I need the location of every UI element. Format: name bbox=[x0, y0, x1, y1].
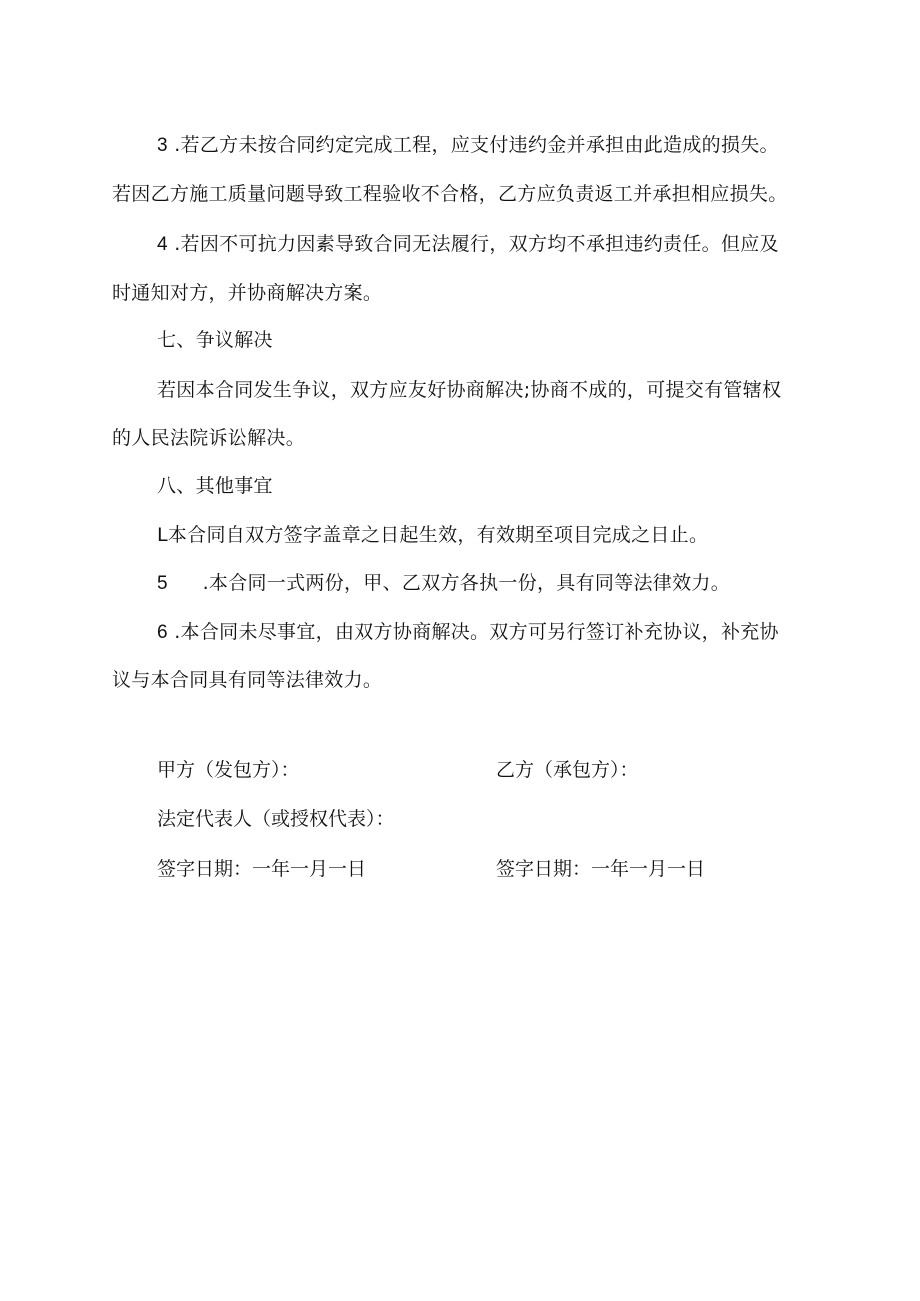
party-a-label: 甲方（发包方）： bbox=[157, 759, 300, 781]
party-b-label: 乙方（承包方）： bbox=[496, 759, 639, 781]
section-7-line-1: 若因本合同发生争议，双方应友好协商解决;协商不成的，可提交有管辖权 bbox=[157, 379, 782, 401]
section-8-item-6-line-2: 议与本合同具有同等法律效力。 bbox=[112, 669, 383, 691]
section-8-heading: 八、其他事宜 bbox=[157, 475, 273, 497]
section-7-line-2: 的人民法院诉讼解决。 bbox=[112, 427, 306, 449]
clause-3-line-2: 若因乙方施工质量问题导致工程验收不合格，乙方应负责返工并承担相应损失。 bbox=[112, 183, 788, 205]
item-6-number: 6 bbox=[157, 622, 168, 643]
section-8-item-1: L本合同自双方签字盖章之日起生效，有效期至项目完成之日止。 bbox=[157, 524, 709, 546]
clause-3-number: 3 bbox=[157, 135, 168, 156]
clause-4-line-1 bbox=[157, 232, 779, 257]
clause-4-line-2: 时通知对方，并协商解决方案。 bbox=[112, 282, 383, 304]
item-5-number: 5 bbox=[157, 573, 168, 594]
section-8-item-6-line-1 bbox=[157, 620, 779, 645]
clause-3-text: .若乙方未按合同约定完成工程，应支付违约金并承担由此造成的损失。 bbox=[174, 134, 779, 156]
clause-3-line-1 bbox=[157, 133, 779, 158]
clause-4-text: .若因不可抗力因素导致合同无法履行，双方均不承担违约责任。但应及 bbox=[174, 233, 779, 255]
clause-4-number: 4 bbox=[157, 234, 168, 255]
party-b-sign-date: 签字日期：一年一月一日 bbox=[496, 858, 706, 880]
party-a-sign-date: 签字日期：一年一月一日 bbox=[157, 858, 367, 880]
item-5-text: .本合同一式两份，甲、乙双方各执一份，具有同等法律效力。 bbox=[202, 572, 731, 594]
representative-label: 法定代表人（或授权代表）： bbox=[157, 808, 395, 830]
item-6-text: .本合同未尽事宜，由双方协商解决。双方可另行签订补充协议，补充协 bbox=[174, 621, 779, 643]
section-8-item-5 bbox=[157, 571, 730, 596]
section-7-heading: 七、争议解决 bbox=[157, 329, 273, 351]
